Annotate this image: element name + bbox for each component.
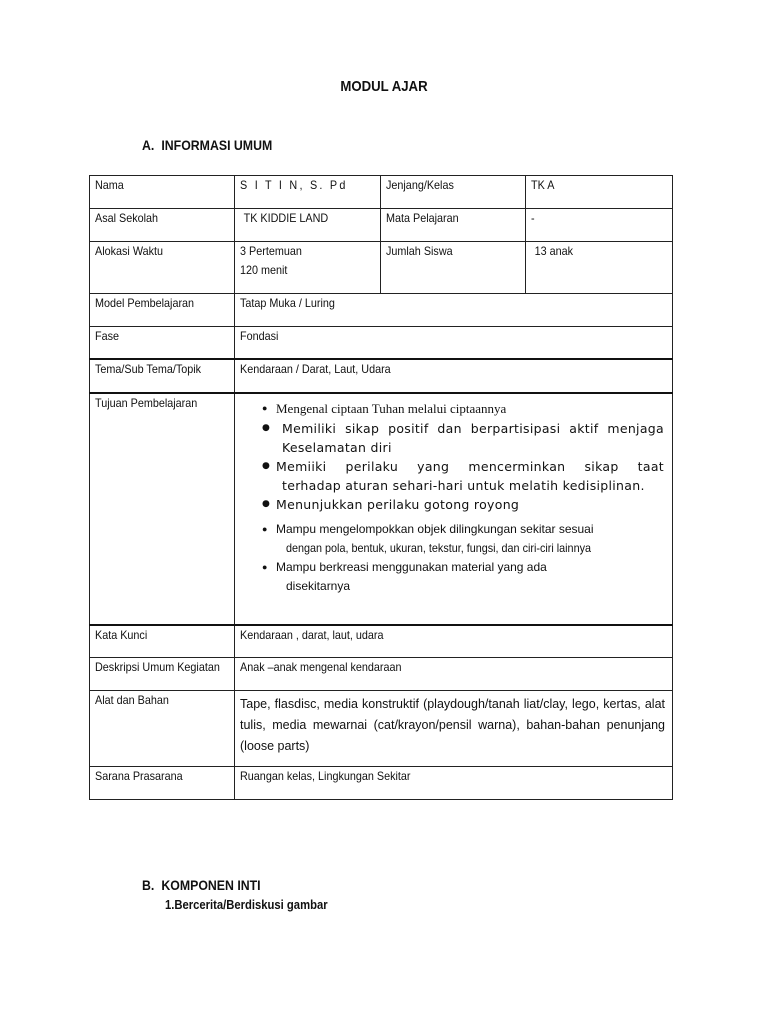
alat-bahan-cell: [235, 691, 673, 767]
list-item: ● Memiiki perilaku yang mencerminkan sikap taat terhadap aturan sehari-hari untuk melatih kedisiplinan.: [262, 458, 664, 493]
bullet-icon: ●: [262, 460, 271, 471]
bullet-icon: ●: [262, 402, 268, 413]
nama-label: Nama: [95, 178, 124, 192]
list-item: ● Menunjukkan perilaku gotong royong: [262, 496, 520, 512]
jumlah-siswa-label: Jumlah Siswa: [386, 244, 453, 258]
alat-bahan-label: Alat dan Bahan: [95, 693, 169, 707]
jenjang-value: TK A: [531, 178, 555, 192]
bullet-icon: ●: [262, 561, 268, 572]
tujuan-pembelajaran-label: Tujuan Pembelajaran: [95, 395, 198, 410]
bullet-icon: ●: [262, 523, 268, 534]
table-row: [90, 625, 673, 658]
list-item: ● Mengenal ciptaan Tuhan melalui ciptaannya: [262, 400, 507, 416]
asal-sekolah-value: TK KIDDIE LAND: [243, 211, 329, 225]
tema-value: Kendaraan / Darat, Laut, Udara: [240, 361, 391, 376]
list-item: ● Mampu mengelompokkan objek dilingkungan sekitar sesuai dengan pola, bentuk, ukuran, tekstur, fungsi, dan ciri-ciri lainnya: [262, 521, 594, 555]
tujuan-list: [240, 400, 667, 596]
kata-kunci-label: Kata Kunci: [95, 627, 148, 642]
tujuan-pembelajaran-cell: [235, 393, 673, 625]
table-row: [90, 327, 673, 359]
tema-label: Tema/Sub Tema/Topik: [95, 361, 202, 376]
document-title: MODUL AJAR: [340, 78, 428, 95]
mata-pelajaran-label: Mata Pelajaran: [386, 211, 459, 225]
table-row: [90, 393, 673, 625]
model-pembelajaran-value: Tatap Muka / Luring: [240, 296, 335, 310]
table-row: [90, 242, 673, 294]
table-row: [90, 359, 673, 393]
section-a-letter: A.: [142, 137, 155, 153]
table-row: [90, 658, 673, 691]
section-b-letter: B.: [142, 877, 155, 893]
deskripsi-label: Deskripsi Umum Kegiatan: [95, 660, 220, 674]
nama-value: S I T I N, S. Pd: [240, 178, 348, 192]
jumlah-siswa-value: 13 anak: [534, 244, 574, 258]
deskripsi-value: Anak –anak mengenal kendaraan: [240, 660, 402, 674]
section-b-label: KOMPONEN INTI: [161, 877, 261, 893]
model-pembelajaran-label: Model Pembelajaran: [95, 296, 195, 310]
kata-kunci-value: Kendaraan , darat, laut, udara: [240, 627, 384, 642]
section-b-heading: [142, 877, 261, 893]
section-a-label: INFORMASI UMUM: [161, 137, 273, 153]
mata-pelajaran-value: -: [531, 211, 535, 225]
informasi-umum-table: [89, 175, 673, 800]
alat-bahan-value: Tape, flasdisc, media konstruktif (playdough/tanah liat/clay, lego, kertas, alat tulis, media mewarnai (cat/krayon/pensil warna), bahan-bahan penunjang (loose parts): [240, 697, 665, 753]
subsection-b1-heading: 1.Bercerita/Berdiskusi gambar: [165, 898, 328, 912]
fase-label: Fase: [95, 329, 120, 343]
bullet-icon: ●: [262, 422, 271, 433]
table-row: [90, 209, 673, 242]
alokasi-waktu-value-1: 3 Pertemuan: [240, 244, 302, 258]
sarana-value: Ruangan kelas, Lingkungan Sekitar: [240, 769, 411, 783]
table-row: [90, 176, 673, 209]
list-item: ● Mampu berkreasi menggunakan material yang ada disekitarnya: [262, 559, 547, 593]
table-row: [90, 294, 673, 327]
alokasi-waktu-label: Alokasi Waktu: [95, 244, 164, 258]
bullet-icon: ●: [262, 498, 271, 509]
list-item: ● Memiliki sikap positif dan berpartisipasi aktif menjaga Keselamatan diri: [262, 420, 664, 455]
asal-sekolah-label: Asal Sekolah: [95, 211, 159, 225]
table-row: [90, 767, 673, 800]
section-a-heading: [142, 137, 272, 153]
table-row: [90, 691, 673, 767]
sarana-label: Sarana Prasarana: [95, 769, 183, 783]
fase-value: Fondasi: [240, 329, 279, 343]
alokasi-waktu-value-2: 120 menit: [240, 263, 288, 277]
jenjang-label: Jenjang/Kelas: [386, 178, 454, 192]
